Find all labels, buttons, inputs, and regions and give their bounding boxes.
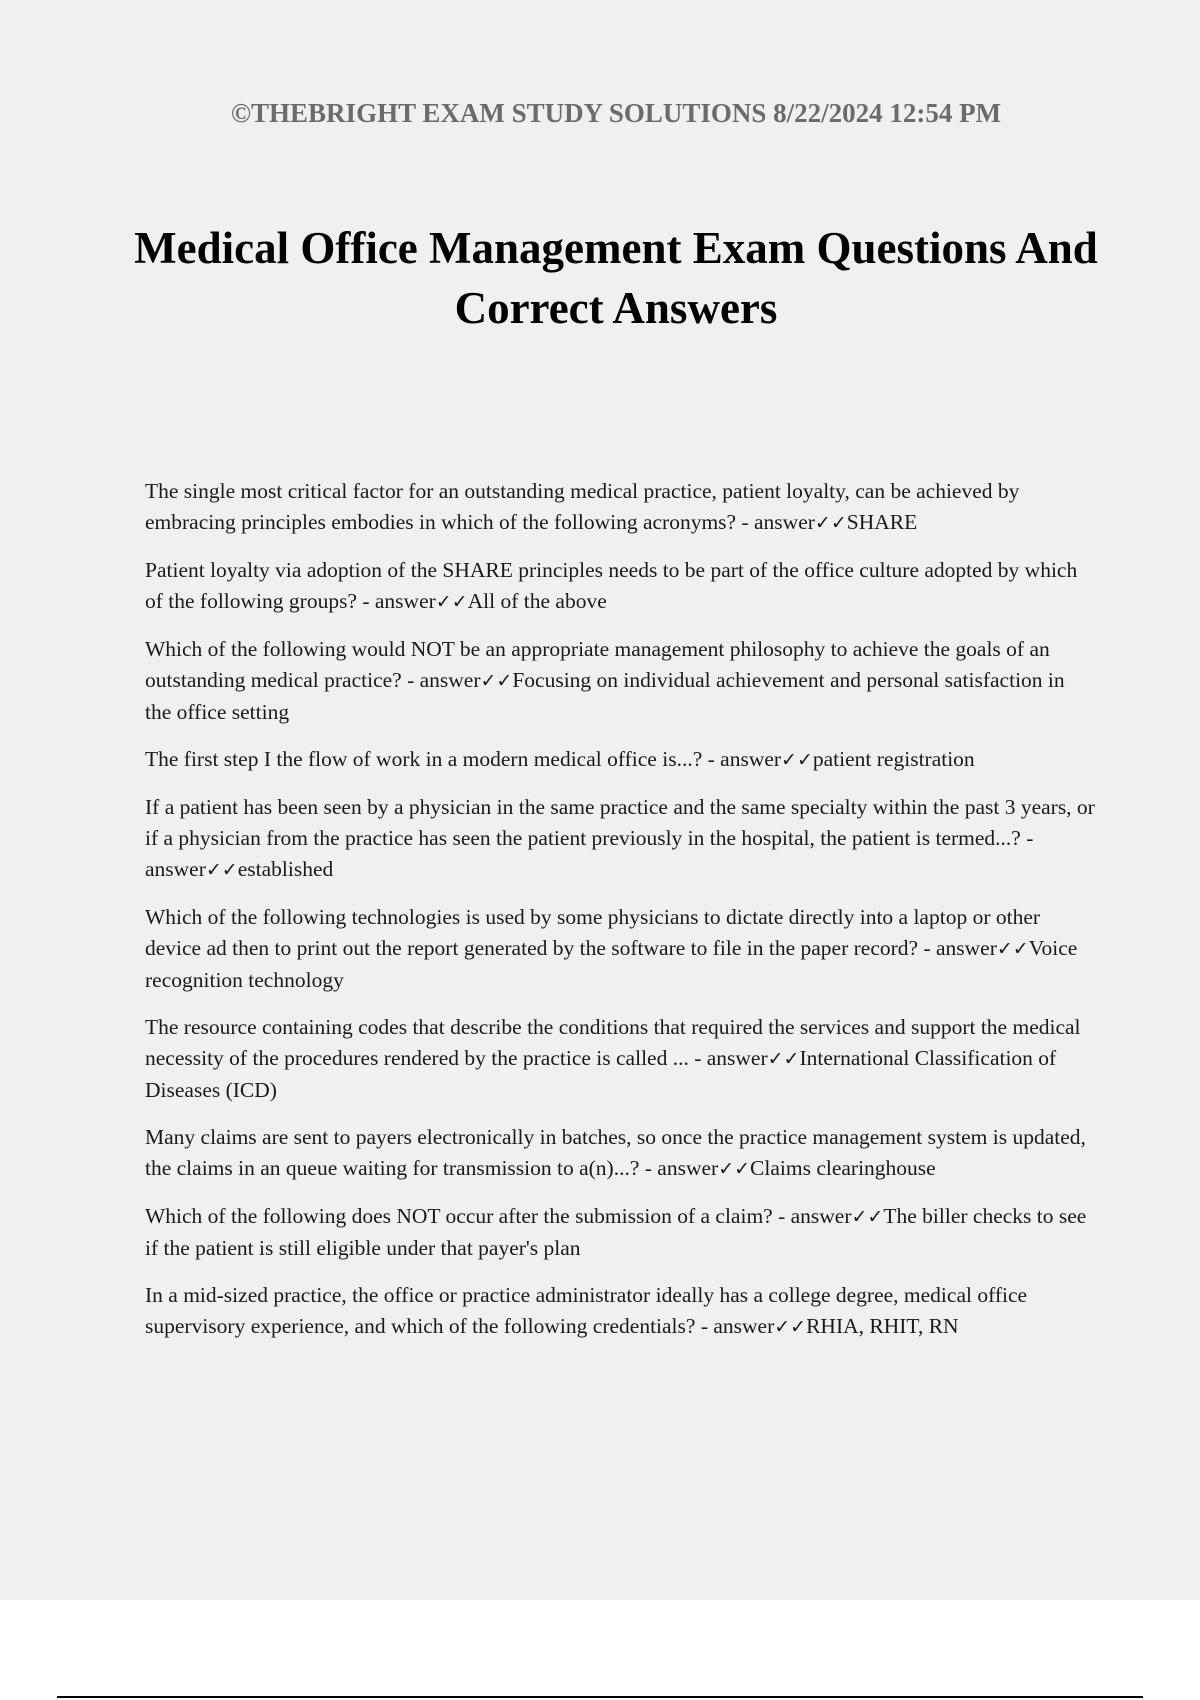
question-text: Which of the following would NOT be an appropriate management philosophy to achieve the goals of an outstanding medical practice? - (145, 637, 1050, 692)
copyright-watermark: ©THEBRIGHT EXAM STUDY SOLUTIONS 8/22/2024 12:54 PM (230, 98, 1002, 128)
answer-text: patient registration (812, 747, 975, 771)
answer-marker: answer (706, 1046, 768, 1070)
qa-item (145, 634, 1095, 728)
question-text: The first step I the flow of work in a modern medical office is...? - (145, 747, 721, 771)
qa-item (145, 1280, 1095, 1343)
answer-text: SHARE (846, 510, 918, 534)
checkmark-icon: ✓✓ (480, 670, 513, 692)
qa-item (145, 1012, 1095, 1106)
qa-item (145, 744, 1095, 776)
qa-item (145, 1122, 1095, 1185)
question-text: If a patient has been seen by a physician in the same practice and the same specialty within the past 3 years, or if a physician from the practice has seen the patient previously in the hospital, the patient is termed...? - (145, 795, 1095, 850)
qa-item (145, 792, 1095, 886)
checkmark-icon: ✓✓ (774, 1316, 807, 1338)
answer-marker: answer (936, 936, 997, 960)
question-text: In a mid-sized practice, the office or practice administrator ideally has a college degree, medical office supervisory experience, and which of the following credentials? - (145, 1283, 1028, 1338)
checkmark-icon: ✓✓ (996, 938, 1029, 960)
qa-item (145, 1201, 1095, 1264)
checkmark-icon: ✓✓ (435, 591, 468, 613)
qa-item (145, 555, 1095, 618)
answer-marker: answer (720, 747, 782, 771)
answer-text: International Classification of Diseases (ICD) (145, 1046, 1057, 1102)
answer-text: All of the above (467, 589, 607, 613)
answer-marker: answer (145, 857, 206, 881)
qa-list (145, 476, 1095, 1359)
answer-marker: answer (374, 589, 436, 613)
page-divider (57, 1696, 1143, 1698)
question-text: Which of the following technologies is used by some physicians to dictate directly into a laptop or other device ad then to print out the report generated by the software to file in the paper record? - (145, 905, 1041, 960)
question-text: The resource containing codes that describe the conditions that required the services and support the medical necessity of the procedures rendered by the practice is called ... - (145, 1015, 1081, 1070)
answer-marker: answer (657, 1156, 719, 1180)
checkmark-icon: ✓✓ (814, 512, 847, 534)
question-text: Many claims are sent to payers electronically in batches, so once the practice management system is updated, the claims in an queue waiting for transmission to a(n)...? - (145, 1125, 1086, 1180)
checkmark-icon: ✓✓ (781, 749, 813, 771)
question-text: Patient loyalty via adoption of the SHARE principles needs to be part of the office culture adopted by which of the following groups? - (145, 558, 1078, 613)
document-title: Medical Office Management Exam Questions And Correct Answers (134, 223, 1098, 333)
answer-text: Voice recognition technology (145, 936, 1078, 992)
checkmark-icon: ✓✓ (767, 1048, 800, 1070)
answer-text: Claims clearinghouse (750, 1156, 936, 1180)
checkmark-icon: ✓✓ (718, 1158, 751, 1180)
qa-item (145, 476, 1095, 539)
answer-marker: answer (713, 1314, 775, 1338)
answer-marker: answer (419, 668, 481, 692)
question-text: The single most critical factor for an outstanding medical practice, patient loyalty, can be achieved by embracing principles embodies in which of the following acronyms? - (145, 479, 1020, 534)
qa-item (145, 902, 1095, 996)
answer-text: RHIA, RHIT, RN (806, 1314, 959, 1338)
answer-marker: answer (754, 510, 815, 534)
checkmark-icon: ✓✓ (851, 1206, 884, 1228)
checkmark-icon: ✓✓ (205, 859, 238, 881)
answer-text: established (237, 857, 334, 881)
question-text: Which of the following does NOT occur after the submission of a claim? - (145, 1204, 791, 1228)
answer-marker: answer (790, 1204, 852, 1228)
answer-text: Focusing on individual achievement and personal satisfaction in the office setting (145, 668, 1065, 724)
answer-text: The biller checks to see if the patient is still eligible under that payer's plan (145, 1204, 1087, 1260)
